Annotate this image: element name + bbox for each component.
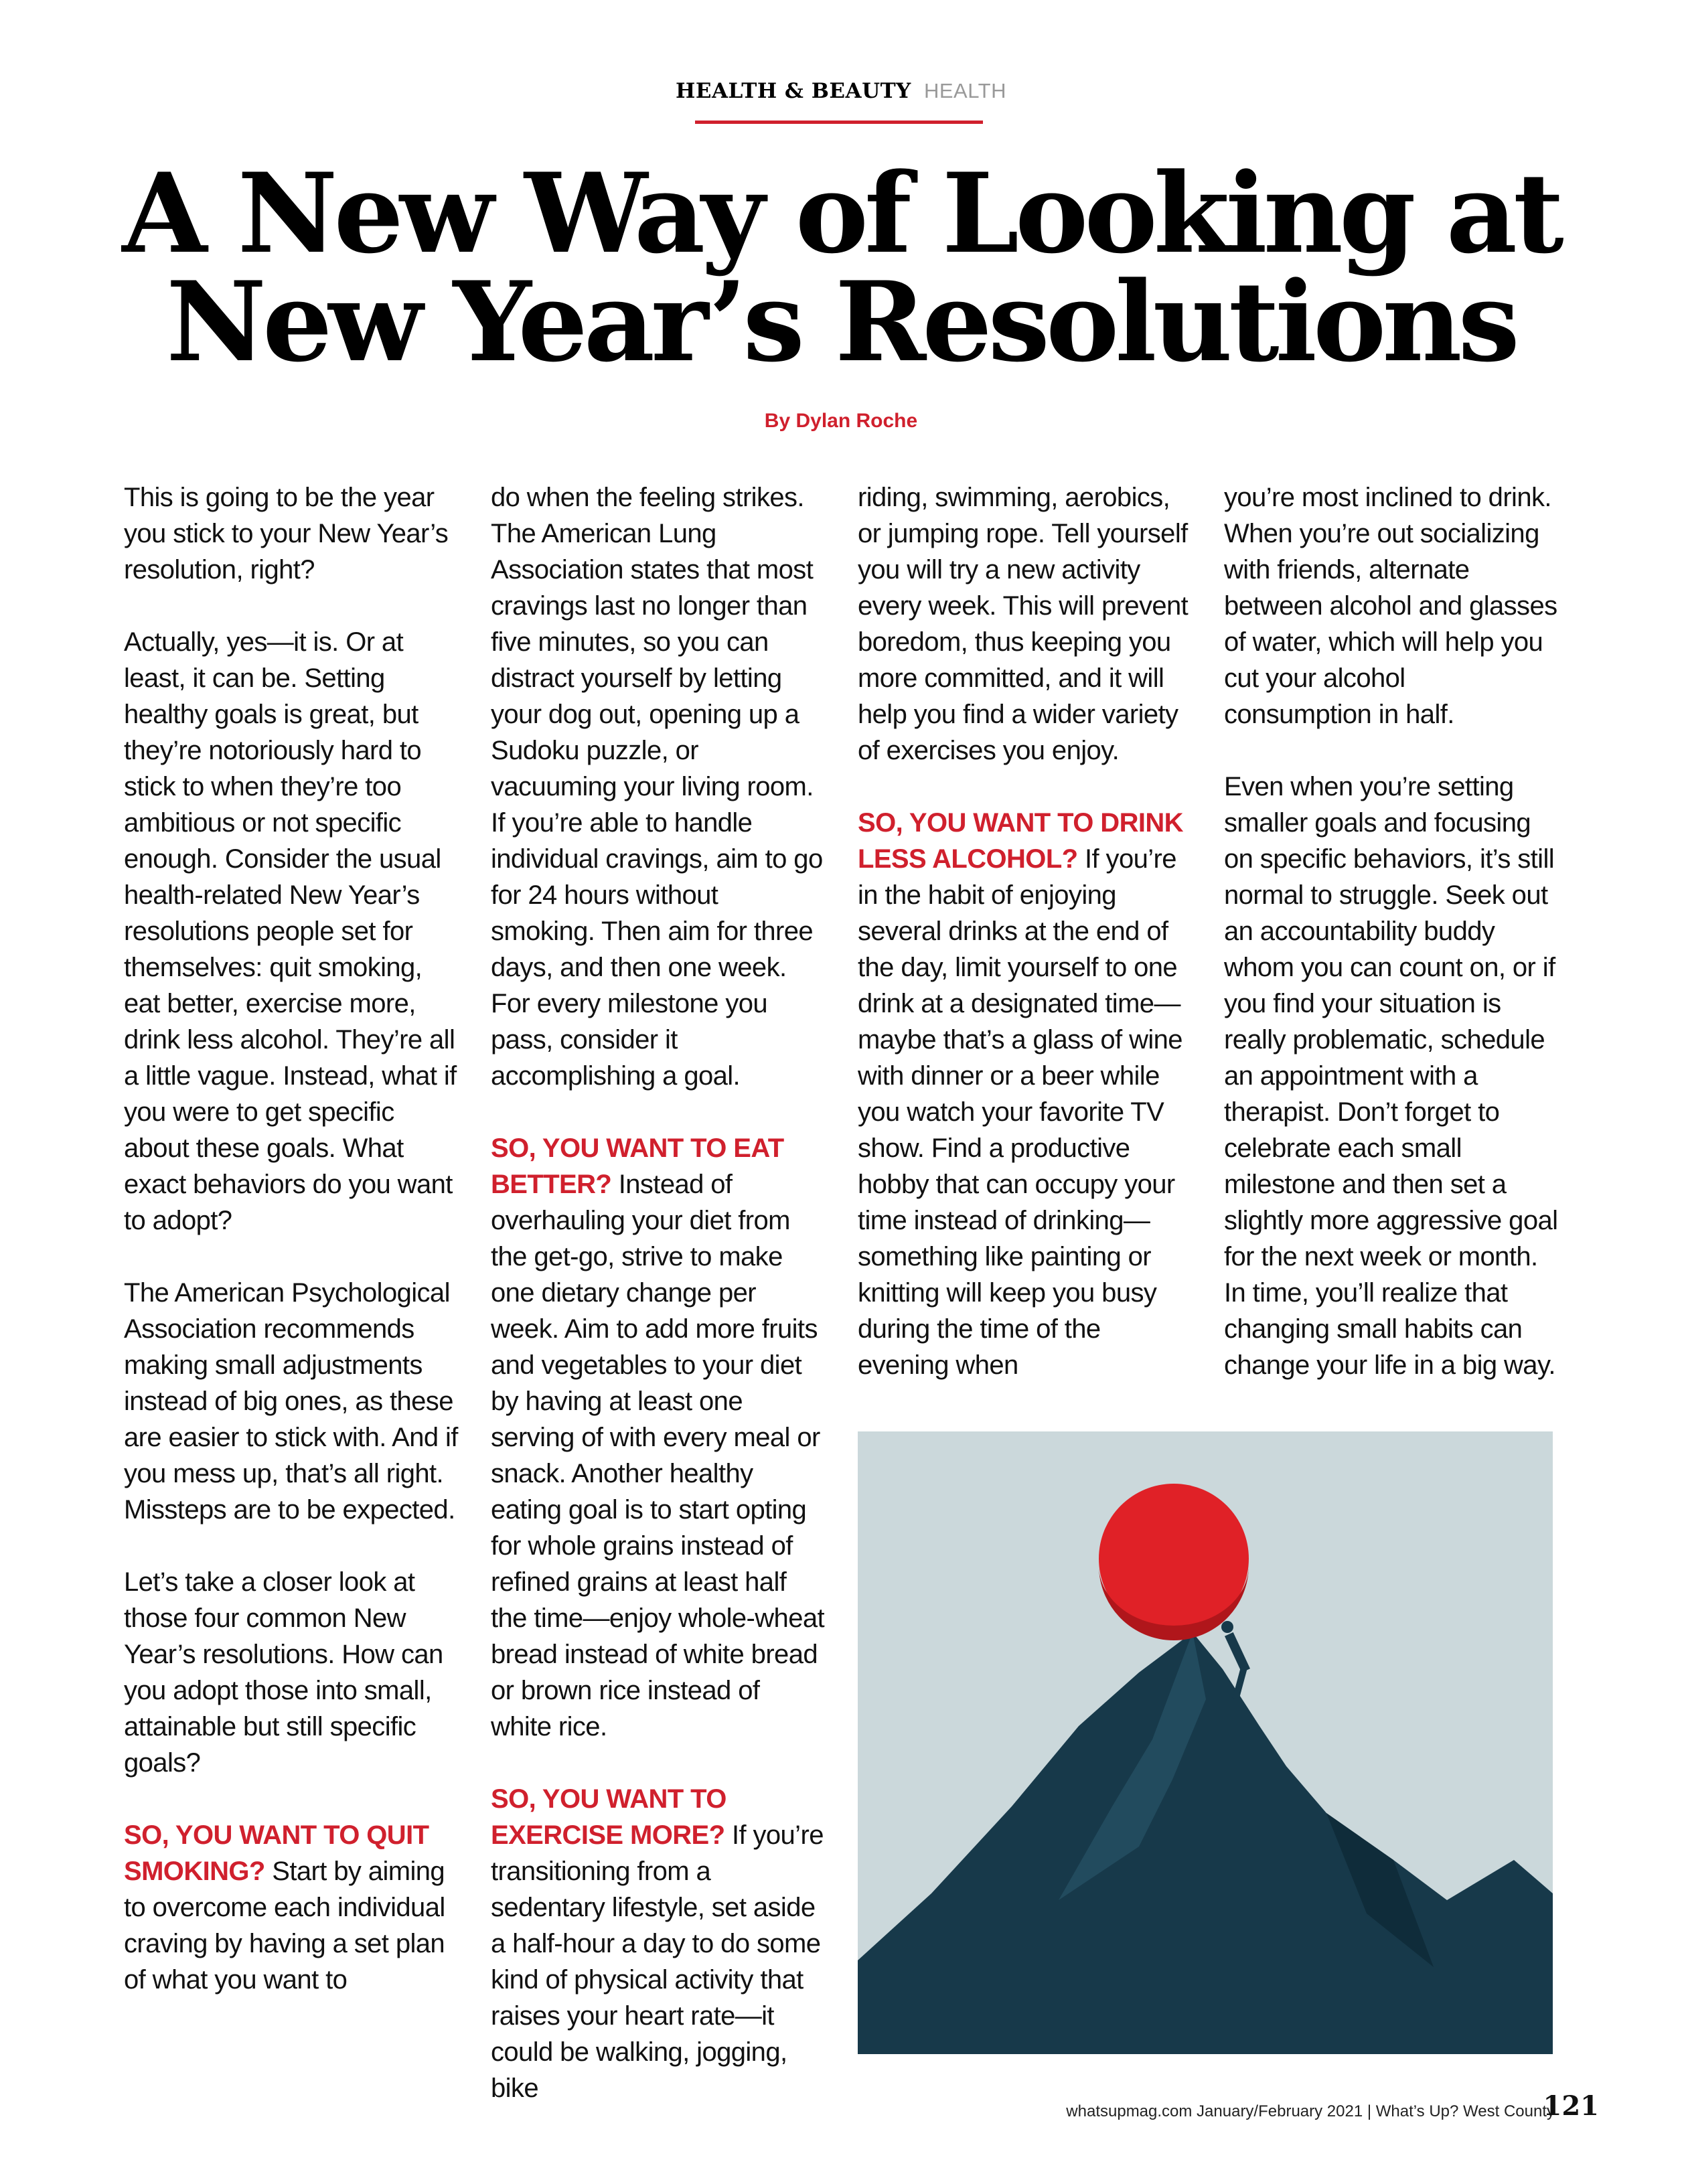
subheading: SO, YOU WANT TO QUIT SMOKING? bbox=[124, 1820, 429, 1886]
paragraph bbox=[124, 1275, 459, 1528]
article-title bbox=[0, 149, 1682, 386]
paragraph bbox=[124, 1564, 459, 1781]
article-column-4 bbox=[1224, 479, 1559, 1419]
paragraph bbox=[491, 1130, 826, 1745]
paragraph bbox=[858, 805, 1193, 1383]
header-rule bbox=[695, 121, 983, 124]
title-line-1: A New Way of Looking at bbox=[122, 149, 1560, 278]
subheading: SO, YOU WANT TO EAT BETTER? bbox=[491, 1134, 784, 1199]
paragraph bbox=[491, 479, 826, 1094]
paragraph-text: Actually, yes—it is. Or at least, it can be. Setting healthy goals is great, but they’re notoriously hard to stick to when they’re too ambitious or not specific enough. Consider the usual health-related New Year’s resolutions people set for themselves: quit smoking, eat better, exercise more, drink less alcohol. They’re all a little vague. Instead, what if you were to get specific about these goals. What exact behaviors do you want to adopt? bbox=[124, 627, 457, 1235]
paragraph bbox=[124, 624, 459, 1239]
paragraph bbox=[858, 479, 1193, 769]
paragraph-text: you’re most inclined to drink. When you’re out socializing with friends, alternate between alcohol and glasses of water, which will help you cut your alcohol consumption in half. bbox=[1224, 483, 1557, 729]
section-label: HEALTH & BEAUTY bbox=[676, 79, 911, 103]
paragraph bbox=[491, 1781, 826, 2106]
paragraph-text: do when the feeling strikes. The American Lung Association states that most cravings last no longer than five minutes, so you can distract yourself by letting your dog out, opening up a Sudoku puzzle, or vacuuming your living room. If you’re able to handle individual cravings, aim to go for 24 hours without smoking. Then aim for three days, and then one week. For every milestone you pass, consider it accomplishing a goal. bbox=[491, 483, 823, 1091]
paragraph-text: Even when you’re setting smaller goals and focusing on specific behaviors, it’s still normal to struggle. Seek out an accountability buddy whom you can count on, or if you find your situation is really problematic, schedule an appointment with a therapist. Don’t forget to celebrate each small milestone and then set a slightly more aggressive goal for the next week or month. In time, you’ll realize that changing small habits can change your life in a big way. bbox=[1224, 772, 1558, 1380]
paragraph bbox=[1224, 479, 1559, 732]
paragraph-text: This is going to be the year you stick to your New Year’s resolution, right? bbox=[124, 483, 449, 584]
paragraph-text: Instead of overhauling your diet from the get-go, strive to make one dietary change per week. Aim to add more fruits and vegetables to your diet by having at least one serving of with every meal or snack. Another healthy eating goal is to start opting for whole grains instead of refined grains at least half the time—enjoy whole-wheat bread instead of white bread or brown rice instead of white rice. bbox=[491, 1170, 824, 1741]
paragraph bbox=[1224, 769, 1559, 1383]
page-footer: whatsupmag.com January/February 2021 | What’s Up? West County bbox=[1066, 2102, 1555, 2120]
paragraph-text: If you’re transitioning from a sedentary lifestyle, set aside a half-hour a day to do some kind of physical activity that raises your heart rate—it could be walking, jogging, bike bbox=[491, 1820, 824, 2103]
paragraph-text: riding, swimming, aerobics, or jumping rope. Tell yourself you will try a new activity every week. This will prevent boredom, thus keeping you more committed, and it will help you find a wider variety of exercises you enjoy. bbox=[858, 483, 1189, 765]
article-column-2 bbox=[491, 479, 826, 2142]
sisyphus-mountain-illustration bbox=[858, 1431, 1553, 2054]
byline: By Dylan Roche bbox=[764, 410, 918, 432]
paragraph bbox=[124, 1817, 459, 1998]
paragraph-text: The American Psychological Association recommends making small adjustments instead of big ones, as these are easier to stick with. And if you mess up, that’s all right. Missteps are to be expected. bbox=[124, 1278, 458, 1525]
article-column-3 bbox=[858, 479, 1193, 1419]
subheading: SO, YOU WANT TO DRINK LESS ALCOHOL? bbox=[858, 808, 1183, 874]
paragraph-text: If you’re in the habit of enjoying several drinks at the end of the day, limit yourself to one drink at a designated time—maybe that’s a glass of wine with dinner or a beer while you watch your favorite TV show. Find a productive hobby that can occupy your time instead of drinking—something like painting or knitting will keep you busy during the time of the evening when bbox=[858, 844, 1182, 1380]
paragraph-text: Let’s take a closer look at those four common New Year’s resolutions. How can you adopt those into small, attainable but still specific goals? bbox=[124, 1567, 443, 1778]
page-number: 121 bbox=[1543, 2090, 1599, 2122]
paragraph-text: Start by aiming to overcome each individual craving by having a set plan of what you want to bbox=[124, 1857, 445, 1995]
section-kicker bbox=[0, 79, 1682, 103]
title-line-2: New Year’s Resolutions bbox=[166, 257, 1516, 386]
subsection-label: HEALTH bbox=[923, 79, 1006, 102]
subheading: SO, YOU WANT TO EXERCISE MORE? bbox=[491, 1784, 727, 1850]
paragraph bbox=[124, 479, 459, 588]
article-column-1 bbox=[124, 479, 459, 2034]
